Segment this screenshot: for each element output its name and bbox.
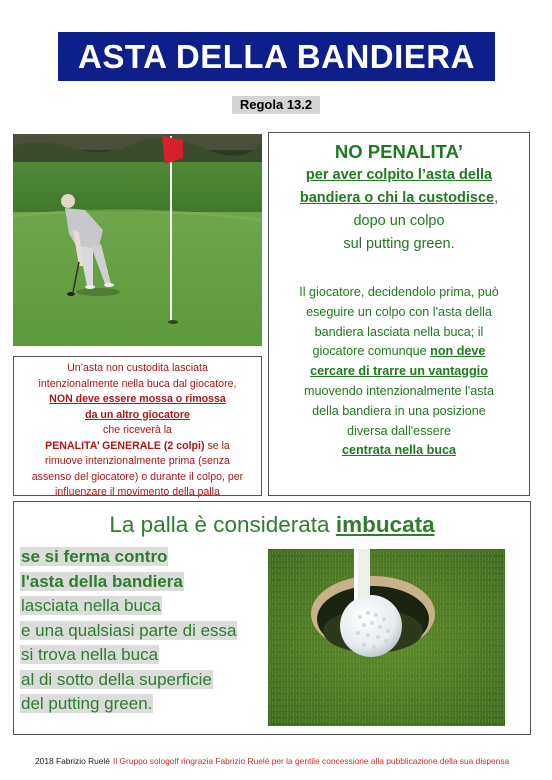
no-penalty-paragraph bbox=[269, 283, 529, 461]
paragraph-line: muovendo intenzionalmente l'asta bbox=[303, 383, 495, 398]
penalty-line: influenzare il movimento della palla bbox=[55, 486, 220, 498]
comma: , bbox=[494, 190, 499, 206]
penalty-line: intenzionalmente nella buca dal giocatore, bbox=[38, 377, 237, 390]
holed-heading bbox=[14, 512, 530, 538]
holed-line-text: se si ferma contro bbox=[21, 547, 168, 566]
no-penalty-heading: NO PENALITA’ bbox=[334, 141, 464, 162]
no-penalty-line: sul putting green. bbox=[343, 236, 455, 252]
no-penalty-subheading bbox=[269, 187, 529, 210]
penalty-emphasis: da un altro giocatore bbox=[85, 408, 190, 421]
holed-heading-emphasis: imbucata bbox=[335, 512, 435, 537]
holed-line bbox=[20, 643, 266, 668]
penalty-line: assenso del giocatore) o durante il colpo, per bbox=[31, 470, 244, 483]
penalty-line: rimuove intenzionalmente prima (senza bbox=[45, 455, 230, 467]
paragraph-line: Il giocatore, decidendolo prima, può bbox=[299, 285, 499, 299]
ball-against-flagstick-photo bbox=[268, 549, 505, 726]
holed-line bbox=[20, 545, 266, 570]
paragraph-text: giocatore comunque bbox=[312, 344, 431, 359]
paragraph-emphasis: non deve bbox=[430, 344, 486, 359]
paragraph-line: eseguire un colpo con l'asta della bbox=[306, 304, 492, 319]
penalty-line: che riceverà la bbox=[103, 424, 172, 436]
general-penalty-label: PENALITA’ GENERALE (2 colpi) bbox=[45, 439, 205, 452]
holed-line-text: e una qualsiasi parte di essa bbox=[21, 620, 237, 640]
paragraph-line bbox=[275, 342, 523, 362]
penalty-line: Un’asta non custodita lasciata bbox=[67, 362, 208, 374]
penalty-emphasis: NON deve essere mossa o rimossa bbox=[49, 393, 226, 405]
holed-line-text: lasciata nella buca bbox=[21, 596, 161, 615]
penalty-box bbox=[13, 356, 262, 496]
holed-line bbox=[20, 668, 266, 693]
holed-line-text: del putting green. bbox=[21, 694, 153, 713]
paragraph-emphasis: centrata nella buca bbox=[341, 443, 457, 458]
holed-line bbox=[20, 692, 266, 717]
rule-label: Regola 13.2 bbox=[232, 96, 320, 114]
page-title: ASTA DELLA BANDIERA bbox=[58, 32, 495, 81]
holed-heading-text: La palla è considerata bbox=[109, 512, 336, 537]
footer-credit: 2018 Fabrizio Ruelé bbox=[35, 756, 110, 766]
paragraph-line: diversa dall'essere bbox=[347, 423, 451, 438]
no-penalty-subheading: per aver colpito l’asta della bbox=[305, 167, 493, 183]
holed-line bbox=[20, 570, 266, 595]
footer-thanks: Il Gruppo sologolf ringrazia Fabrizio Ruelé per la gentile concessione alla pubblicazione della sua dispensa bbox=[113, 756, 510, 766]
no-penalty-line: dopo un colpo bbox=[353, 213, 445, 229]
golfer-putting-photo bbox=[13, 134, 262, 346]
holed-line-text: al di sotto della superficie bbox=[21, 669, 212, 689]
paragraph-emphasis: cercare di trarre un vantaggio bbox=[310, 364, 488, 379]
holed-line bbox=[20, 594, 266, 619]
holed-conditions bbox=[20, 545, 266, 717]
penalty-line-rest: se la bbox=[204, 439, 230, 452]
holed-line-text: si trova nella buca bbox=[21, 645, 159, 664]
no-penalty-box bbox=[268, 132, 530, 496]
paragraph-line: della bandiera in una posizione bbox=[312, 403, 486, 418]
penalty-line bbox=[18, 439, 257, 455]
no-penalty-subheading-line2: bandiera o chi la custodisce bbox=[299, 190, 495, 206]
holed-line bbox=[20, 619, 266, 644]
holed-line-text: l'asta della bandiera bbox=[21, 571, 183, 591]
paragraph-line: bandiera lasciata nella buca; il bbox=[314, 324, 484, 339]
